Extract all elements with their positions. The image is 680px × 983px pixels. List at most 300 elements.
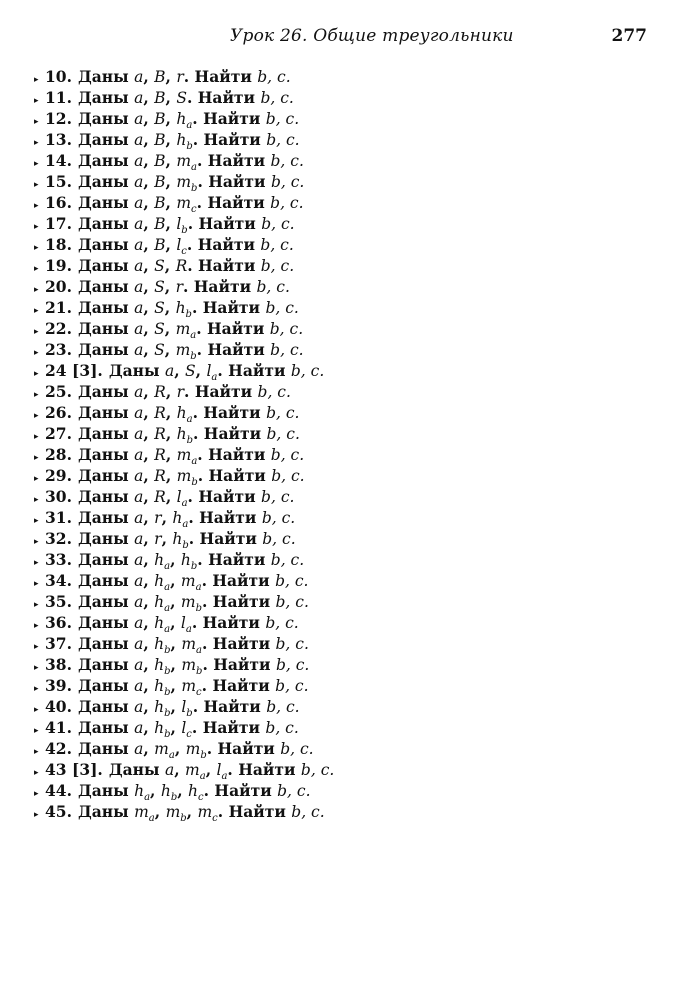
given-word: Даны (77, 172, 129, 191)
problem-item: ▸ 20. Даны a , S , r . Найти b, c. (34, 276, 334, 297)
given-variable: S (154, 320, 165, 338)
given-variable: $h_b$ (172, 530, 189, 552)
find-targets: b, c. (266, 404, 300, 422)
triangle-marker-icon: ▸ (34, 222, 39, 232)
given-word: Даны (77, 340, 129, 359)
problem-item: ▸ 10. Даны a , B , r . Найти b, c. (34, 66, 334, 87)
given-word: Даны (77, 655, 129, 674)
find-word: Найти (212, 571, 270, 590)
given-variable: $h_b$ (154, 677, 171, 699)
given-variable: $h_a$ (154, 593, 171, 615)
triangle-marker-icon: ▸ (34, 600, 39, 610)
given-variable: S (154, 257, 165, 275)
problem-item: ▸ 24 [3]. Даны a , S , $l_a$ . Найти b, c. (34, 360, 334, 381)
given-variable: $h_a$ (176, 110, 193, 132)
page-header (0, 22, 680, 52)
find-targets: b, c. (265, 299, 299, 317)
given-word: Даны (77, 802, 129, 821)
given-variable: a (134, 446, 144, 464)
given-variable: R (154, 383, 166, 401)
given-variable: S (176, 89, 187, 107)
triangle-marker-icon: ▸ (34, 810, 39, 820)
find-targets: b, c. (265, 110, 300, 128)
find-word: Найти (197, 88, 256, 107)
given-word: Даны (77, 781, 129, 800)
find-word: Найти (199, 529, 257, 548)
find-targets: b, c. (265, 719, 299, 737)
given-variable: r (154, 530, 162, 548)
given-variable: R (154, 446, 166, 464)
given-variable: a (134, 740, 144, 758)
given-variable: $h_a$ (176, 404, 193, 426)
given-variable: S (154, 299, 165, 317)
given-variable: $h_b$ (154, 635, 171, 657)
find-targets: b, c. (270, 173, 305, 191)
problem-reference: [3]. (71, 361, 103, 380)
given-variable: $m_b$ (165, 803, 187, 825)
find-targets: b, c. (270, 446, 305, 464)
triangle-marker-icon: ▸ (34, 789, 39, 799)
find-targets: b, c. (261, 509, 296, 527)
given-variable: a (134, 215, 144, 233)
given-variable: a (134, 110, 144, 128)
find-word: Найти (212, 676, 270, 695)
problem-number: 18. (45, 235, 72, 254)
problem-number: 12. (45, 109, 72, 128)
problem-number: 44. (45, 781, 72, 800)
given-variable: $m_b$ (185, 740, 207, 762)
given-variable: $l_b$ (176, 215, 188, 237)
given-variable: a (134, 467, 144, 485)
given-variable: $m_b$ (181, 656, 203, 678)
given-variable: a (134, 530, 144, 548)
find-word: Найти (207, 340, 265, 359)
find-word: Найти (228, 361, 286, 380)
triangle-marker-icon: ▸ (34, 264, 39, 274)
problem-reference: [3]. (71, 760, 103, 779)
problem-item: ▸ 28. Даны a , R , $m_a$ . Найти b, c. (34, 444, 334, 465)
given-word: Даны (77, 67, 129, 86)
given-variable: a (134, 593, 144, 611)
given-word: Даны (77, 130, 129, 149)
given-variable: a (134, 698, 144, 716)
triangle-marker-icon: ▸ (34, 411, 39, 421)
find-word: Найти (194, 382, 253, 401)
find-targets: b, c. (266, 698, 300, 716)
given-variable: $m_b$ (176, 467, 198, 489)
given-word: Даны (77, 529, 129, 548)
find-targets: b, c. (270, 551, 305, 569)
find-targets: b, c. (275, 572, 309, 590)
problem-item: ▸ 39. Даны a , $h_b$ , $m_c$ . Найти b, c. (34, 675, 334, 696)
find-word: Найти (197, 235, 255, 254)
find-word: Найти (202, 613, 260, 632)
triangle-marker-icon: ▸ (34, 516, 39, 526)
triangle-marker-icon: ▸ (34, 201, 39, 211)
problem-number: 41. (45, 718, 72, 737)
given-variable: $h_a$ (154, 572, 171, 594)
find-targets: b, c. (270, 341, 304, 359)
given-word: Даны (77, 109, 129, 128)
find-word: Найти (198, 487, 256, 506)
triangle-marker-icon: ▸ (34, 75, 39, 85)
given-variable: $m_b$ (180, 593, 202, 615)
given-variable: a (134, 173, 144, 191)
given-variable: a (134, 551, 144, 569)
problem-number: 27. (45, 424, 72, 443)
given-variable: $h_b$ (154, 698, 171, 720)
problem-number: 43 [3]. (45, 760, 103, 779)
given-variable: a (134, 236, 144, 254)
given-word: Даны (77, 571, 129, 590)
problem-item: ▸ 11. Даны a , B , S . Найти b, c. (34, 87, 334, 108)
given-variable: $m_b$ (176, 173, 198, 195)
problem-item: ▸ 27. Даны a , R , $h_b$ . Найти b, c. (34, 423, 334, 444)
given-variable: $l_a$ (176, 488, 188, 510)
triangle-marker-icon: ▸ (34, 705, 39, 715)
given-variable: $h_a$ (172, 509, 189, 531)
given-variable: a (134, 677, 144, 695)
given-variable: a (164, 761, 175, 779)
given-variable: a (134, 257, 144, 275)
find-word: Найти (207, 193, 265, 212)
problem-item: ▸ 43 [3]. Даны a , $m_a$ , $l_a$ . Найти b, c. (34, 759, 334, 780)
given-variable: $h_a$ (154, 614, 171, 636)
given-variable: $m_c$ (181, 677, 202, 699)
problem-item: ▸ 21. Даны a , S , $h_b$ . Найти b, c. (34, 297, 334, 318)
problem-number: 22. (45, 319, 72, 338)
triangle-marker-icon: ▸ (34, 726, 39, 736)
given-variable: $h_b$ (160, 782, 178, 804)
problem-number: 11. (45, 88, 72, 107)
find-targets: b, c. (290, 362, 325, 380)
given-variable: S (154, 278, 165, 296)
problem-number: 37. (45, 634, 72, 653)
problem-number: 30. (45, 487, 72, 506)
find-word: Найти (198, 256, 256, 275)
triangle-marker-icon: ▸ (34, 390, 39, 400)
given-variable: a (134, 131, 144, 149)
find-word: Найти (214, 781, 272, 800)
problem-item: ▸ 38. Даны a , $h_b$ , $m_b$ . Найти b, c. (34, 654, 334, 675)
problem-item: ▸ 35. Даны a , $h_a$ , $m_b$ . Найти b, c. (34, 591, 334, 612)
triangle-marker-icon: ▸ (34, 180, 39, 190)
problem-item: ▸ 45. Даны $m_a$ , $m_b$ , $m_c$ . Найти b, c. (34, 801, 334, 822)
problem-item: ▸ 26. Даны a , R , $h_a$ . Найти b, c. (34, 402, 334, 423)
triangle-marker-icon: ▸ (34, 117, 39, 127)
problem-item: ▸ 17. Даны a , B , $l_b$ . Найти b, c. (34, 213, 334, 234)
problem-number: 29. (45, 466, 72, 485)
given-variable: B (154, 89, 166, 107)
problem-number: 40. (45, 697, 72, 716)
find-targets: b, c. (257, 383, 291, 401)
triangle-marker-icon: ▸ (34, 621, 39, 631)
problem-number: 21. (45, 298, 72, 317)
triangle-marker-icon: ▸ (34, 306, 39, 316)
given-word: Даны (77, 739, 129, 758)
given-variable: $m_b$ (175, 341, 197, 363)
given-word: Даны (77, 697, 129, 716)
problem-item: ▸ 33. Даны a , $h_a$ , $h_b$ . Найти b, c. (34, 549, 334, 570)
given-variable: a (134, 320, 144, 338)
given-variable: R (154, 488, 166, 506)
find-targets: b, c. (275, 635, 309, 653)
triangle-marker-icon: ▸ (34, 348, 39, 358)
given-variable: S (154, 341, 165, 359)
find-word: Найти (217, 739, 275, 758)
find-word: Найти (208, 466, 266, 485)
given-word: Даны (77, 235, 129, 254)
given-word: Даны (77, 613, 129, 632)
given-variable: a (134, 509, 144, 527)
problem-number: 34. (45, 571, 72, 590)
given-variable: $l_c$ (176, 236, 187, 258)
triangle-marker-icon: ▸ (34, 747, 39, 757)
given-variable: a (134, 572, 144, 590)
find-word: Найти (203, 403, 261, 422)
given-word: Даны (77, 592, 129, 611)
given-variable: $l_c$ (181, 719, 192, 741)
find-word: Найти (193, 277, 252, 296)
problem-number: 19. (45, 256, 72, 275)
given-variable: R (154, 404, 166, 422)
problem-number: 26. (45, 403, 72, 422)
given-word: Даны (77, 319, 129, 338)
given-variable: S (185, 362, 196, 380)
find-targets: b, c. (270, 152, 304, 170)
find-targets: b, c. (277, 782, 311, 800)
given-word: Даны (77, 445, 129, 464)
given-variable: a (134, 152, 144, 170)
given-variable: B (154, 173, 166, 191)
given-word: Даны (77, 151, 129, 170)
triangle-marker-icon: ▸ (34, 369, 39, 379)
problem-number: 45. (45, 802, 72, 821)
given-variable: $h_c$ (188, 782, 204, 804)
triangle-marker-icon: ▸ (34, 285, 39, 295)
find-word: Найти (213, 655, 271, 674)
given-word: Даны (77, 718, 129, 737)
given-word: Даны (77, 88, 129, 107)
problem-number: 28. (45, 445, 72, 464)
given-variable: R (154, 467, 166, 485)
given-word: Даны (77, 508, 129, 527)
problem-item: ▸ 32. Даны a , r , $h_b$ . Найти b, c. (34, 528, 334, 549)
find-targets: b, c. (269, 320, 304, 338)
problem-item: ▸ 12. Даны a , B , $h_a$ . Найти b, c. (34, 108, 334, 129)
find-targets: b, c. (262, 530, 296, 548)
given-variable: $m_a$ (185, 761, 206, 783)
given-variable: $h_a$ (134, 782, 151, 804)
find-targets: b, c. (260, 236, 294, 254)
problem-item: ▸ 25. Даны a , R , r . Найти b, c. (34, 381, 334, 402)
triangle-marker-icon: ▸ (34, 159, 39, 169)
given-word: Даны (108, 361, 160, 380)
given-variable: $m_a$ (176, 152, 197, 174)
problem-number: 16. (45, 193, 72, 212)
problem-item: ▸ 40. Даны a , $h_b$ , $l_b$ . Найти b, c. (34, 696, 334, 717)
problem-number: 17. (45, 214, 72, 233)
given-variable: a (134, 614, 144, 632)
problem-number: 25. (45, 382, 72, 401)
triangle-marker-icon: ▸ (34, 768, 39, 778)
given-variable: $l_a$ (180, 614, 192, 636)
problem-item: ▸ 19. Даны a , S , R . Найти b, c. (34, 255, 334, 276)
problem-item: ▸ 34. Даны a , $h_a$ , $m_a$ . Найти b, c. (34, 570, 334, 591)
find-targets: b, c. (291, 803, 325, 821)
given-word: Даны (77, 193, 129, 212)
find-word: Найти (207, 319, 265, 338)
find-targets: b, c. (266, 425, 300, 443)
given-variable: $m_a$ (154, 740, 175, 762)
triangle-marker-icon: ▸ (34, 558, 39, 568)
given-word: Даны (77, 424, 129, 443)
find-word: Найти (203, 130, 261, 149)
find-word: Найти (208, 172, 266, 191)
problem-item: ▸ 15. Даны a , B , $m_b$ . Найти b, c. (34, 171, 334, 192)
given-variable: $h_b$ (176, 425, 193, 447)
problem-number: 36. (45, 613, 72, 632)
problem-item: ▸ 42. Даны a , $m_a$ , $m_b$ . Найти b, c. (34, 738, 334, 759)
given-variable: a (134, 635, 144, 653)
given-variable: $h_b$ (176, 131, 193, 153)
given-word: Даны (77, 550, 129, 569)
problem-item: ▸ 23. Даны a , S , $m_b$ . Найти b, c. (34, 339, 334, 360)
given-variable: a (134, 719, 144, 737)
given-variable: $l_a$ (216, 761, 228, 783)
given-variable: $m_a$ (134, 803, 155, 825)
given-word: Даны (77, 403, 129, 422)
find-targets: b, c. (275, 656, 310, 674)
given-variable: $h_b$ (180, 551, 198, 573)
given-word: Даны (77, 634, 129, 653)
find-word: Найти (203, 424, 262, 443)
find-targets: b, c. (261, 488, 295, 506)
problem-number: 35. (45, 592, 72, 611)
given-variable: $l_b$ (181, 698, 193, 720)
problem-number: 20. (45, 277, 72, 296)
given-word: Даны (77, 277, 129, 296)
given-variable: a (134, 68, 144, 86)
problem-item: ▸ 16. Даны a , B , $m_c$ . Найти b, c. (34, 192, 334, 213)
triangle-marker-icon: ▸ (34, 453, 39, 463)
given-word: Даны (77, 256, 129, 275)
given-variable: $h_b$ (154, 719, 171, 741)
triangle-marker-icon: ▸ (34, 243, 39, 253)
given-variable: a (134, 299, 144, 317)
triangle-marker-icon: ▸ (34, 663, 39, 673)
given-word: Даны (77, 298, 129, 317)
find-targets: b, c. (275, 677, 309, 695)
given-variable: B (154, 236, 166, 254)
given-word: Даны (77, 382, 129, 401)
problem-item: ▸ 44. Даны $h_a$ , $h_b$ , $h_c$ . Найти b, c. (34, 780, 334, 801)
problem-list (34, 66, 335, 825)
triangle-marker-icon: ▸ (34, 537, 39, 547)
problem-number: 42. (45, 739, 72, 758)
given-variable: B (154, 152, 166, 170)
problem-number: 32. (45, 529, 72, 548)
given-word: Даны (77, 487, 129, 506)
given-variable: r (175, 278, 183, 296)
triangle-marker-icon: ▸ (34, 432, 39, 442)
given-word: Даны (77, 214, 129, 233)
problem-item: ▸ 22. Даны a , S , $m_a$ . Найти b, c. (34, 318, 334, 339)
triangle-marker-icon: ▸ (34, 327, 39, 337)
find-targets: b, c. (260, 257, 295, 275)
given-variable: $h_b$ (175, 299, 192, 321)
find-targets: b, c. (260, 89, 294, 107)
find-word: Найти (238, 760, 296, 779)
problem-number: 38. (45, 655, 72, 674)
given-variable: R (154, 425, 166, 443)
page-number: 277 (611, 26, 647, 46)
given-variable: r (176, 68, 184, 86)
problem-number: 33. (45, 550, 72, 569)
triangle-marker-icon: ▸ (34, 579, 39, 589)
problem-number: 24 [3]. (45, 361, 103, 380)
find-word: Найти (228, 802, 286, 821)
given-variable: $m_a$ (181, 635, 202, 657)
find-word: Найти (208, 445, 266, 464)
problem-item: ▸ 30. Даны a , R , $l_a$ . Найти b, c. (34, 486, 334, 507)
problem-number: 23. (45, 340, 72, 359)
given-word: Даны (108, 760, 160, 779)
given-variable: $m_a$ (180, 572, 202, 594)
triangle-marker-icon: ▸ (34, 642, 39, 652)
problem-item: ▸ 41. Даны a , $h_b$ , $l_c$ . Найти b, c. (34, 717, 334, 738)
triangle-marker-icon: ▸ (34, 684, 39, 694)
problem-item: ▸ 37. Даны a , $h_b$ , $m_a$ . Найти b, c. (34, 633, 334, 654)
find-word: Найти (199, 508, 257, 527)
find-word: Найти (203, 697, 261, 716)
find-word: Найти (194, 67, 252, 86)
given-variable: $h_b$ (154, 656, 171, 678)
problem-item: ▸ 31. Даны a , r , $h_a$ . Найти b, c. (34, 507, 334, 528)
triangle-marker-icon: ▸ (34, 495, 39, 505)
find-targets: b, c. (257, 68, 291, 86)
find-targets: b, c. (270, 194, 304, 212)
find-word: Найти (207, 151, 266, 170)
problem-number: 31. (45, 508, 72, 527)
given-variable: a (134, 488, 144, 506)
find-word: Найти (202, 298, 261, 317)
given-variable: $m_a$ (176, 446, 198, 468)
find-targets: b, c. (265, 614, 299, 632)
find-targets: b, c. (256, 278, 290, 296)
problem-number: 14. (45, 151, 72, 170)
given-variable: $m_c$ (176, 194, 197, 216)
given-variable: a (134, 404, 144, 422)
problem-number: 15. (45, 172, 72, 191)
find-word: Найти (203, 109, 261, 128)
problem-number: 39. (45, 676, 72, 695)
problem-item: ▸ 29. Даны a , R , $m_b$ . Найти b, c. (34, 465, 334, 486)
problem-item: ▸ 14. Даны a , B , $m_a$ . Найти b, c. (34, 150, 334, 171)
given-variable: $m_a$ (175, 320, 197, 342)
find-word: Найти (208, 550, 266, 569)
given-variable: B (154, 110, 166, 128)
problem-number: 13. (45, 130, 72, 149)
running-title: Урок 26. Общие треугольники (230, 26, 514, 46)
given-variable: a (164, 362, 175, 380)
given-variable: a (134, 383, 144, 401)
given-variable: r (154, 509, 162, 527)
given-variable: R (175, 257, 188, 275)
problem-number: 10. (45, 67, 72, 86)
find-targets: b, c. (261, 215, 295, 233)
given-variable: $l_a$ (206, 362, 218, 384)
